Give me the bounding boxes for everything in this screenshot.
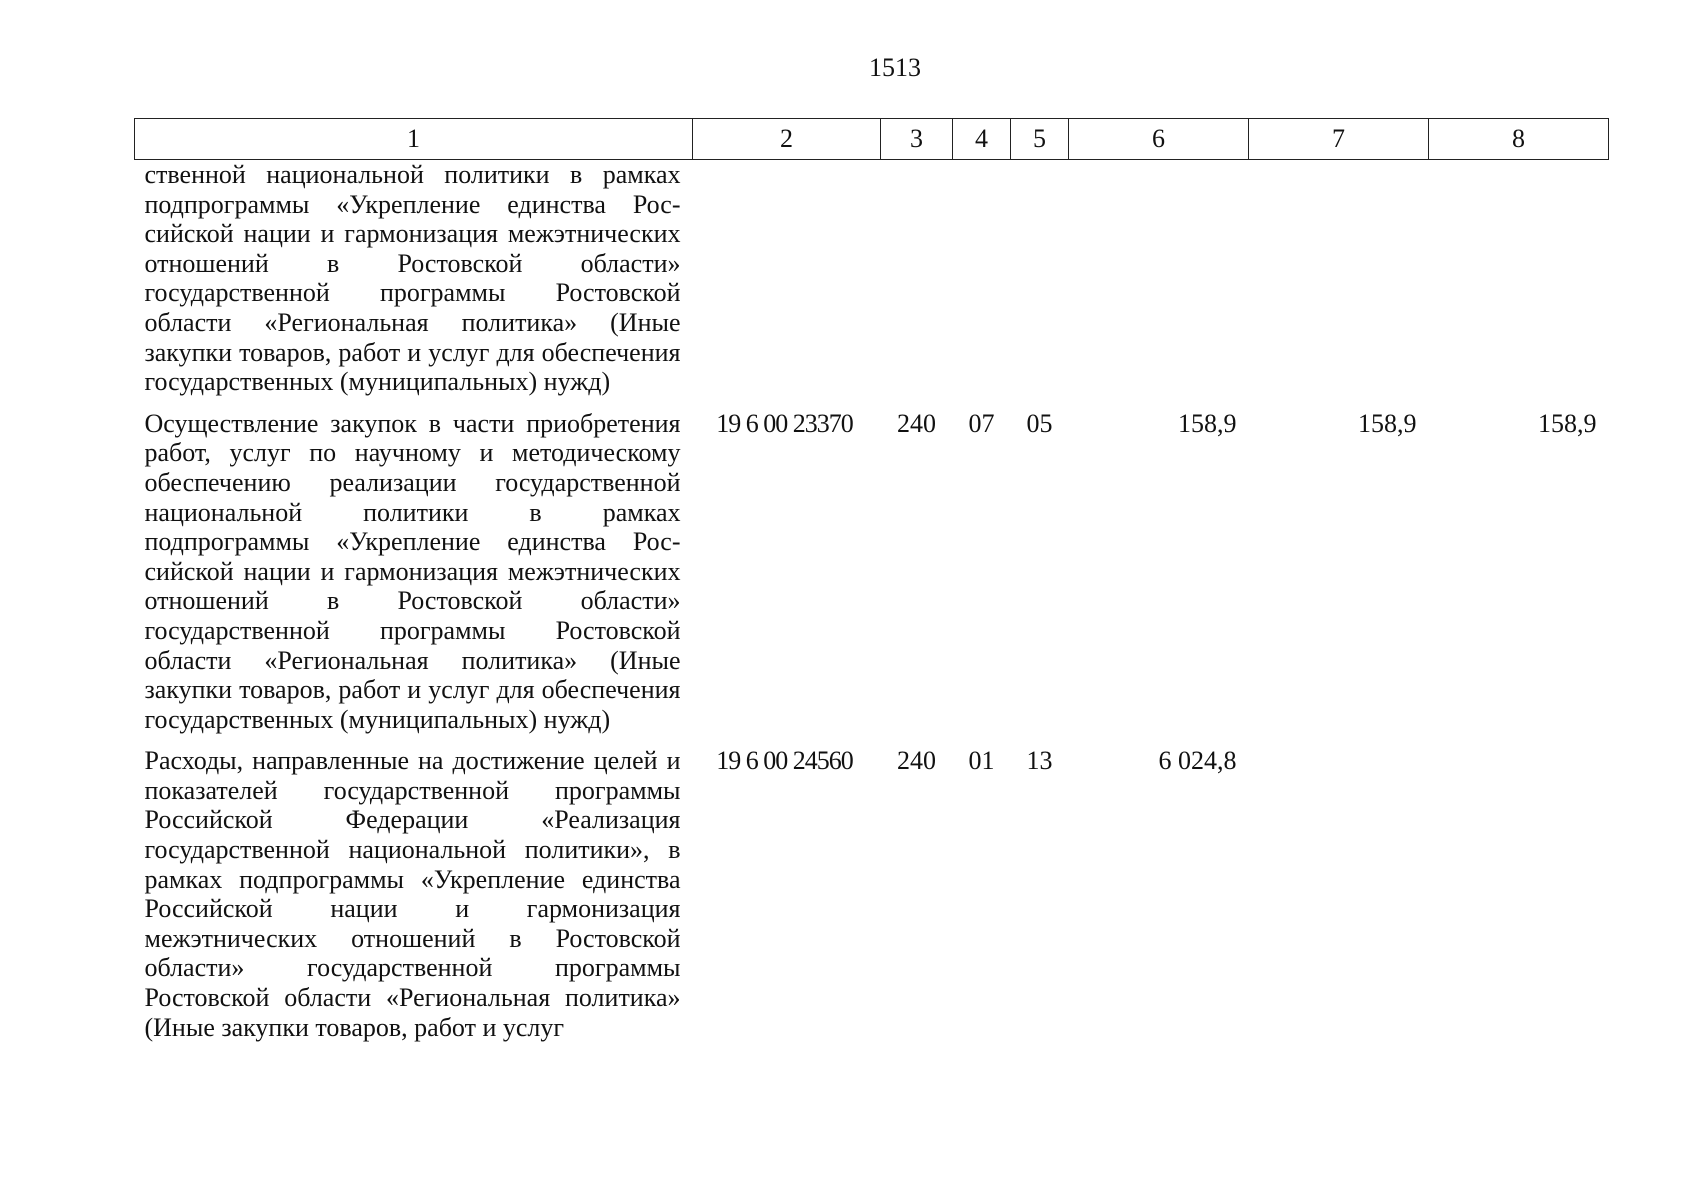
row-description: Расходы, направленные на достижение целей и показателей государственной программы Российской Федерации «Реализация государственной национальной политики», в рамках подпрограммы «Укрепление единства Российской нации и гармонизация межэтнических отношений в Ростовской области» государственной программы Ростовской области «Региональная политика» (Иные закупки товаров, работ и услуг — [144, 746, 681, 1042]
row-amount-7: 158,9 — [1358, 408, 1417, 438]
row-expense-type — [881, 160, 953, 409]
table-row — [135, 409, 1609, 747]
column-header-7: 7 — [1249, 119, 1429, 160]
row-section — [953, 160, 1011, 409]
table-header-row — [135, 119, 1609, 160]
row-expense-type: 240 — [897, 746, 936, 776]
table-row — [135, 746, 1609, 1054]
row-section: 07 — [968, 408, 995, 438]
column-header-8: 8 — [1429, 119, 1609, 160]
column-header-1: 1 — [135, 119, 693, 160]
column-header-5: 5 — [1011, 119, 1069, 160]
row-target-code: 19 6 00 24560 — [716, 746, 853, 776]
row-section: 01 — [968, 746, 995, 776]
row-subsection: 05 — [1026, 408, 1053, 438]
row-amount-7 — [1249, 746, 1429, 1054]
row-description: ственной национальной политики в рамках подпрограммы «Укрепление единства Российской нации и гармонизация межэтнических отношений в Ростовской области» государственной программы Ростовской области «Региональная политика» (Иные закупки товаров, работ и услуг для обеспечения государственных (муниципальных) нужд) — [144, 160, 681, 397]
row-subsection — [1011, 160, 1069, 409]
column-header-4: 4 — [953, 119, 1011, 160]
row-target-code — [693, 160, 881, 409]
row-expense-type: 240 — [897, 408, 936, 438]
column-header-3: 3 — [881, 119, 953, 160]
row-amount-6 — [1069, 160, 1249, 409]
row-amount-8: 158,9 — [1538, 408, 1597, 438]
row-amount-6: 6 024,8 — [1158, 746, 1237, 776]
row-amount-8 — [1429, 746, 1609, 1054]
row-amount-8 — [1429, 160, 1609, 409]
column-header-2: 2 — [693, 119, 881, 160]
row-amount-6: 158,9 — [1178, 408, 1237, 438]
row-description: Осуществление закупок в части приобретения работ, услуг по научному и методическому обеспечению реализации государственной национальной политики в рамках подпрограммы «Укрепление единства Российской нации и гармонизация межэтнических отношений в Ростовской области» государственной программы Ростовской области «Региональная политика» (Иные закупки товаров, работ и услуг для обеспечения государственных (муниципальных) нужд) — [144, 408, 681, 734]
row-amount-7 — [1249, 160, 1429, 409]
row-subsection: 13 — [1026, 746, 1053, 776]
budget-table — [134, 118, 1609, 1054]
row-target-code: 19 6 00 23370 — [716, 408, 853, 438]
page-number: 1513 — [869, 53, 921, 82]
table-row — [135, 160, 1609, 409]
column-header-6: 6 — [1069, 119, 1249, 160]
